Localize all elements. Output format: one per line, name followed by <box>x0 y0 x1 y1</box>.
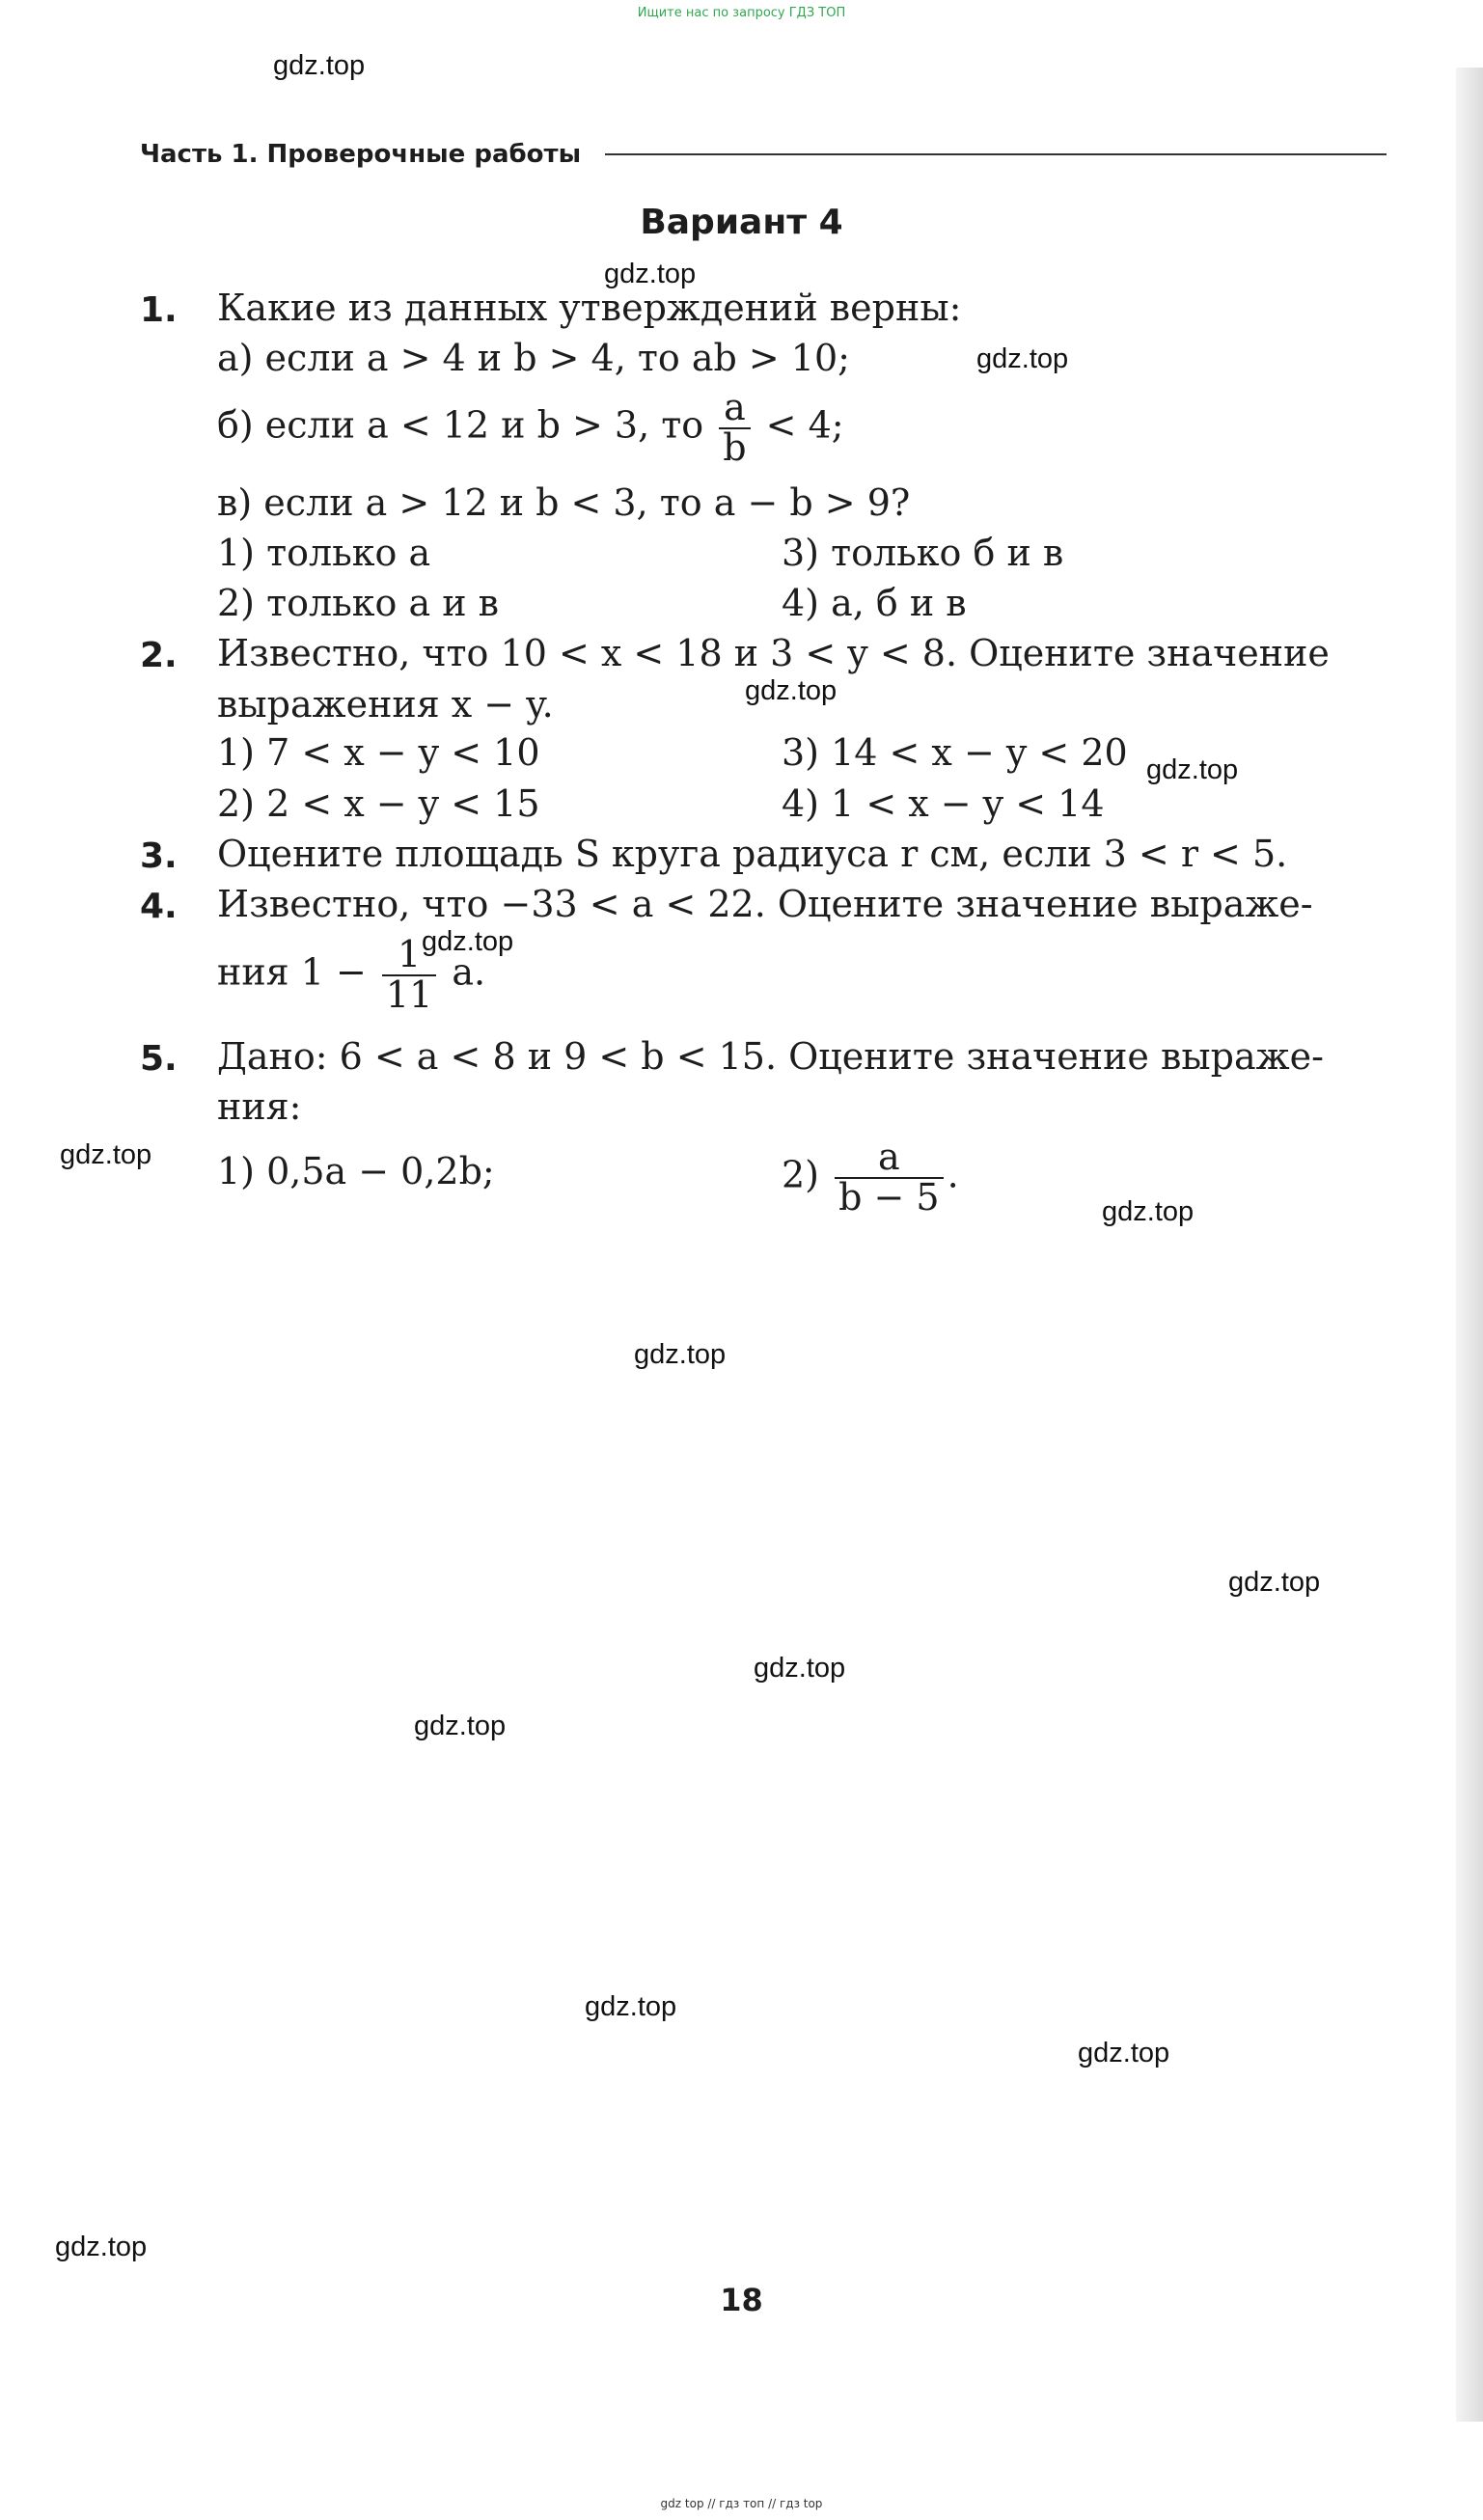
fraction-numerator: a <box>724 386 746 428</box>
watermark: gdz.top <box>1228 1567 1321 1598</box>
header-rule <box>605 153 1387 155</box>
problem-1-text: Какие из данных утверждений верны: <box>217 287 962 329</box>
problem-4-suffix: a. <box>452 950 486 994</box>
fraction-denominator: b − 5 <box>835 1177 944 1218</box>
section-header <box>140 140 1387 169</box>
fraction-denominator: 11 <box>382 974 436 1015</box>
fraction-a-over-b <box>719 386 750 469</box>
problem-5-number: 5. <box>140 1039 178 1079</box>
watermark: gdz.top <box>1078 2038 1170 2068</box>
watermark: gdz.top <box>422 926 514 957</box>
watermark: gdz.top <box>414 1711 507 1741</box>
statement-b-suffix: < 4; <box>765 403 844 447</box>
fraction-a-over-b-minus-5 <box>835 1138 944 1218</box>
fraction-1-over-11 <box>382 933 436 1016</box>
watermark: gdz.top <box>585 1991 677 2022</box>
watermark: gdz.top <box>55 2232 148 2262</box>
watermark: gdz.top <box>634 1339 727 1370</box>
problem-1-option-3: 3) только б и в <box>782 532 1064 574</box>
problem-1-statement-a: а) если a > 4 и b > 4, то ab > 10; <box>217 337 850 379</box>
watermark: gdz.top <box>60 1139 152 1170</box>
fraction-numerator: 1 <box>397 933 422 975</box>
watermark: gdz.top <box>604 259 697 289</box>
problem-4-prefix: ния 1 − <box>217 950 367 994</box>
problem-2-option-4: 4) 1 < x − y < 14 <box>782 782 1105 825</box>
problem-5-part-2-suffix: . <box>947 1153 959 1196</box>
problem-2-number: 2. <box>140 636 178 675</box>
problem-4-text-line1: Известно, что −33 < a < 22. Оцените значение выраже- <box>217 883 1313 925</box>
problem-2-option-1: 1) 7 < x − y < 10 <box>217 731 540 774</box>
page-number: 18 <box>720 2282 763 2318</box>
bottom-banner[interactable]: gdz top // гдз топ // гдз top <box>660 2497 823 2510</box>
watermark: gdz.top <box>273 50 366 81</box>
statement-b-prefix: б) если a < 12 и b > 3, то <box>217 403 704 447</box>
watermark: gdz.top <box>1102 1196 1195 1227</box>
problem-1-option-4: 4) a, б и в <box>782 582 967 624</box>
problem-2-option-2: 2) 2 < x − y < 15 <box>217 782 540 825</box>
problem-1-number: 1. <box>140 290 178 330</box>
watermark: gdz.top <box>754 1653 846 1684</box>
fraction-denominator: b <box>719 427 750 468</box>
problem-1-option-1: 1) только a <box>217 532 431 574</box>
problem-1-statement-c: в) если a > 12 и b < 3, то a − b > 9? <box>217 481 911 524</box>
watermark: gdz.top <box>745 675 838 706</box>
problem-2-option-3: 3) 14 < x − y < 20 <box>782 731 1128 774</box>
problem-1-option-2: 2) только a и в <box>217 582 500 624</box>
problem-2-text-line1: Известно, что 10 < x < 18 и 3 < y < 8. Оцените значение <box>217 632 1330 674</box>
top-banner[interactable]: Ищите нас по запросу ГДЗ ТОП <box>637 6 846 20</box>
problem-5-part-2-prefix: 2) <box>782 1153 820 1196</box>
variant-title: Вариант 4 <box>640 203 843 242</box>
problem-1-statement-b <box>217 386 844 469</box>
problem-5-text-line1: Дано: 6 < a < 8 и 9 < b < 15. Оцените значение выраже- <box>217 1035 1324 1078</box>
section-title: Часть 1. Проверочные работы <box>140 140 582 169</box>
problem-4-number: 4. <box>140 887 178 926</box>
problem-3-text: Оцените площадь S круга радиуса r см, если 3 < r < 5. <box>217 833 1288 875</box>
fraction-numerator: a <box>878 1136 900 1178</box>
problem-5-part-2 <box>782 1138 959 1218</box>
watermark: gdz.top <box>1146 754 1239 785</box>
problem-5-part-1: 1) 0,5a − 0,2b; <box>217 1150 495 1192</box>
watermark: gdz.top <box>976 343 1069 374</box>
problem-2-text-line2: выражения x − y. <box>217 683 554 726</box>
problem-3-number: 3. <box>140 836 178 876</box>
problem-5-text-line2: ния: <box>217 1085 302 1128</box>
page-edge-shadow <box>1456 68 1483 2422</box>
